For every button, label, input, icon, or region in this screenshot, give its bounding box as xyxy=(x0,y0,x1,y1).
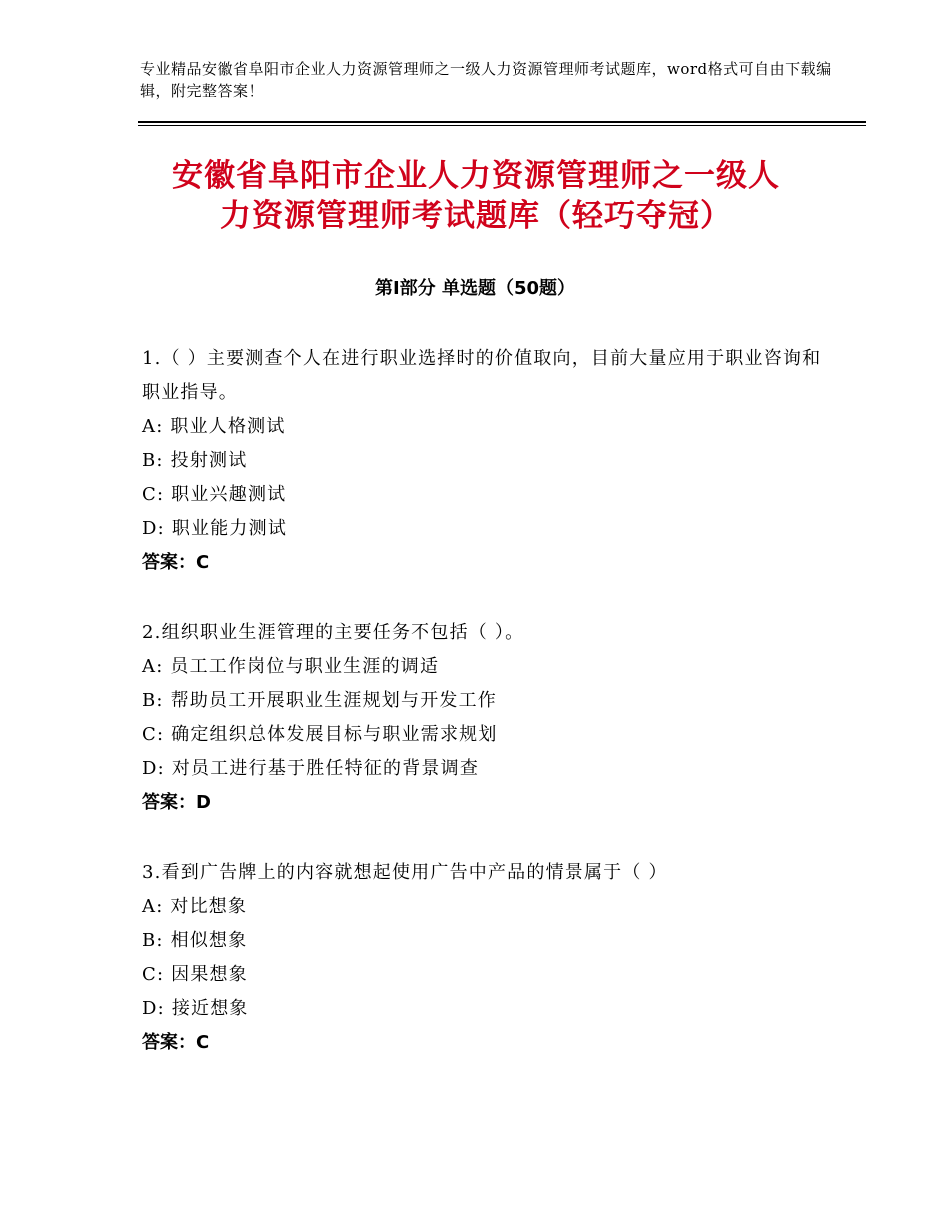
answer: 答案：D xyxy=(142,792,211,813)
option-c: C: 因果想象 xyxy=(142,964,248,985)
option-c: C: 确定组织总体发展目标与职业需求规划 xyxy=(142,724,498,745)
option-d: D: 接近想象 xyxy=(142,998,249,1019)
question-2 xyxy=(142,616,822,820)
document-title-line-2: 力资源管理师考试题库（轻巧夺冠） xyxy=(220,198,732,234)
answer: 答案：C xyxy=(142,552,210,573)
header-divider-thick xyxy=(138,121,866,123)
option-a: A: 员工工作岗位与职业生涯的调适 xyxy=(142,656,440,677)
option-b: B: 帮助员工开展职业生涯规划与开发工作 xyxy=(142,690,498,711)
answer: 答案：C xyxy=(142,1032,210,1053)
option-d: D: 对员工进行基于胜任特征的背景调查 xyxy=(142,758,480,779)
document-title-line-1: 安徽省阜阳市企业人力资源管理师之一级人 xyxy=(172,158,780,194)
option-a: A: 职业人格测试 xyxy=(142,416,286,437)
section-title: 第Ⅰ部分 单选题（50题） xyxy=(374,278,575,299)
question-3 xyxy=(142,856,822,1060)
header-divider-thin xyxy=(138,125,866,126)
question-list xyxy=(142,342,822,1096)
question-stem: 3.看到广告牌上的内容就想起使用广告中产品的情景属于（ ） xyxy=(142,862,668,883)
option-b: B: 投射测试 xyxy=(142,450,248,471)
document-title xyxy=(120,156,832,236)
option-a: A: 对比想象 xyxy=(142,896,248,917)
header-note: 专业精品安徽省阜阳市企业人力资源管理师之一级人力资源管理师考试题库，word格式可自由下载编辑，附完整答案！ xyxy=(140,60,832,100)
option-b: B: 相似想象 xyxy=(142,930,248,951)
question-stem: 1.（ ）主要测查个人在进行职业选择时的价值取向，目前大量应用于职业咨询和职业指导。 xyxy=(142,348,822,403)
question-stem: 2.组织职业生涯管理的主要任务不包括（ ）。 xyxy=(142,622,525,643)
question-1 xyxy=(142,342,822,580)
option-d: D: 职业能力测试 xyxy=(142,518,288,539)
option-c: C: 职业兴趣测试 xyxy=(142,484,287,505)
